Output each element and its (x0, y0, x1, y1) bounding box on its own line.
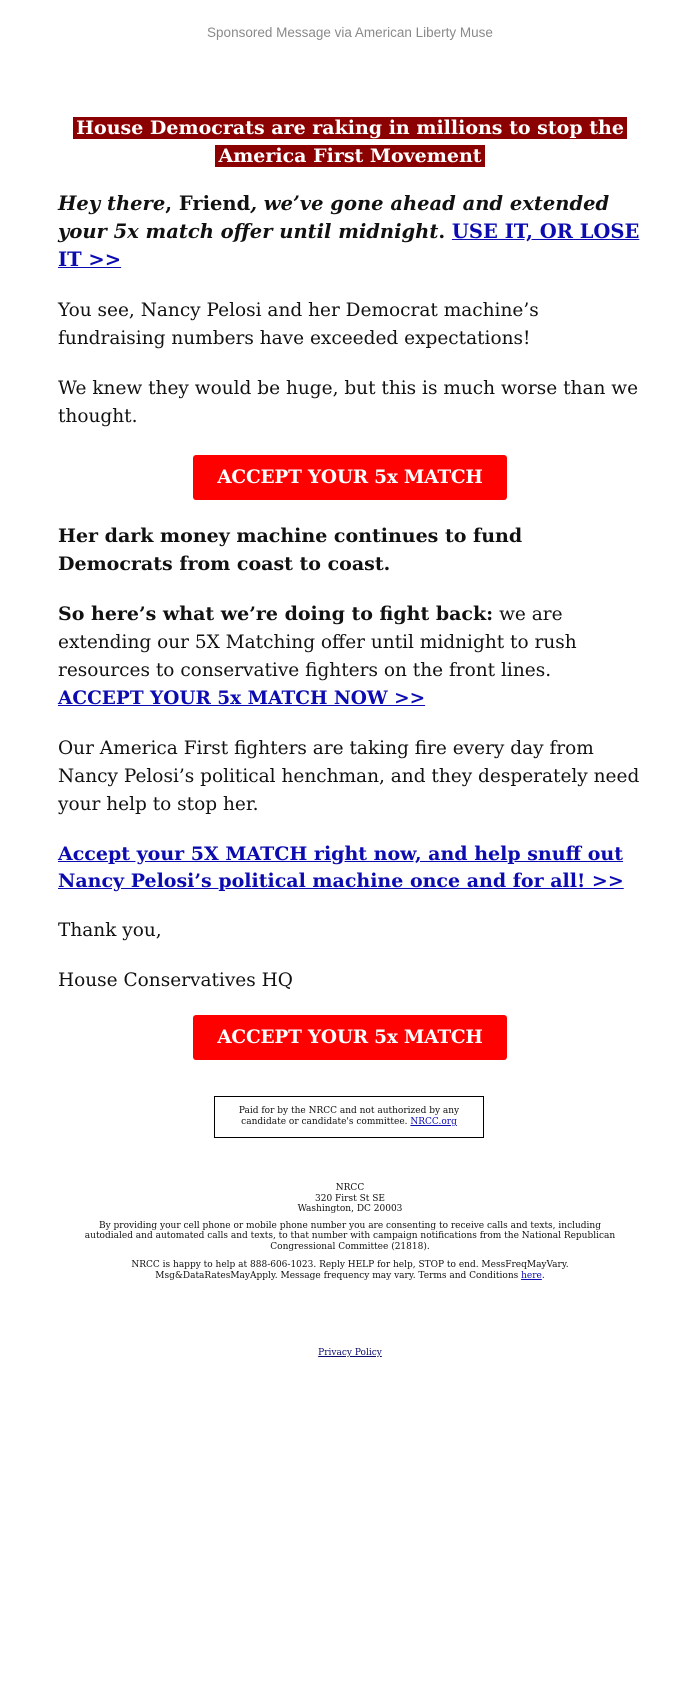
fight-back-heading: So here’s what we’re doing to fight back: (58, 603, 494, 625)
headline (58, 114, 642, 170)
signature: House Conservatives HQ (58, 970, 293, 991)
disclaimer-text: Paid for by the NRCC and not authorized by any candidate or candidate's committee. (238, 1106, 460, 1127)
privacy-row (0, 1348, 700, 1358)
accept-match-now-link[interactable]: ACCEPT YOUR 5x MATCH NOW >> (58, 688, 426, 709)
privacy-policy-link[interactable]: Privacy Policy (318, 1348, 382, 1358)
footer-city: Washington, DC 20003 (297, 1204, 403, 1214)
paragraph-fighters: Our America First fighters are taking fire every day from Nancy Pelosi’s political henchman, and they desperately need your help to stop her. (58, 738, 640, 815)
lead-comma: , (165, 192, 179, 215)
footer-consent: By providing your cell phone or mobile phone number you are consenting to receive calls and texts, including autodialed and automated calls and texts, to that number with campaign notifications from the National Republican Congressional Committee (21818). (84, 1220, 616, 1252)
paragraph-snuff-out (58, 841, 642, 895)
paid-for-disclaimer (214, 1096, 484, 1138)
cta-row-1 (58, 455, 642, 500)
paragraph-fight-back (58, 600, 642, 713)
nrcc-org-link[interactable]: NRCC.org (410, 1117, 457, 1127)
footer-period: . (541, 1270, 545, 1281)
headline-line-1: House Democrats are raking in millions to stop the (73, 117, 627, 139)
email-body (58, 114, 642, 1060)
lead-period: . (438, 220, 452, 243)
footer-help (80, 1260, 620, 1281)
footer (80, 1183, 620, 1281)
paragraph-worse: We knew they would be huge, but this is much worse than we thought. (58, 378, 639, 427)
use-it-or-lose-it-link[interactable]: USE IT, OR LOSE IT >> (58, 220, 640, 271)
headline-line-2: America First Movement (215, 145, 484, 167)
lead-greeting: Hey there (58, 192, 166, 215)
footer-street: 320 First St SE (315, 1193, 385, 1204)
accept-match-button-1[interactable]: ACCEPT YOUR 5x MATCH (193, 455, 507, 500)
lead-paragraph (58, 190, 642, 274)
footer-address (80, 1183, 620, 1215)
sponsored-message-label: Sponsored Message via American Liberty Muse (207, 25, 493, 40)
terms-here-link[interactable]: here (521, 1270, 542, 1281)
recipient-name: Friend (178, 192, 251, 215)
accept-match-snuff-out-link[interactable]: Accept your 5X MATCH right now, and help snuff out Nancy Pelosi’s political machine once and for all! >> (58, 843, 624, 892)
fight-back-text: we are extending our 5X Matching offer until midnight to rush resources to conservative fighters on the front lines. (58, 604, 577, 681)
closing: Thank you, (58, 920, 162, 941)
paragraph-dark-money: Her dark money machine continues to fund Democrats from coast to coast. (58, 525, 523, 575)
footer-help-text: NRCC is happy to help at 888-606-1023. Reply HELP for help, STOP to end. MessFreqMayVary. Msg&DataRatesMayApply. Message frequency may vary. Terms and Conditions (131, 1260, 569, 1281)
footer-org: NRCC (335, 1183, 365, 1193)
accept-match-button-2[interactable]: ACCEPT YOUR 5x MATCH (193, 1015, 507, 1060)
paragraph-fundraising: You see, Nancy Pelosi and her Democrat machine’s fundraising numbers have exceeded expectations! (58, 300, 539, 349)
cta-row-2 (58, 1015, 642, 1060)
lead-text: , we’ve gone ahead and extended your 5x match offer until midnight (58, 192, 610, 243)
